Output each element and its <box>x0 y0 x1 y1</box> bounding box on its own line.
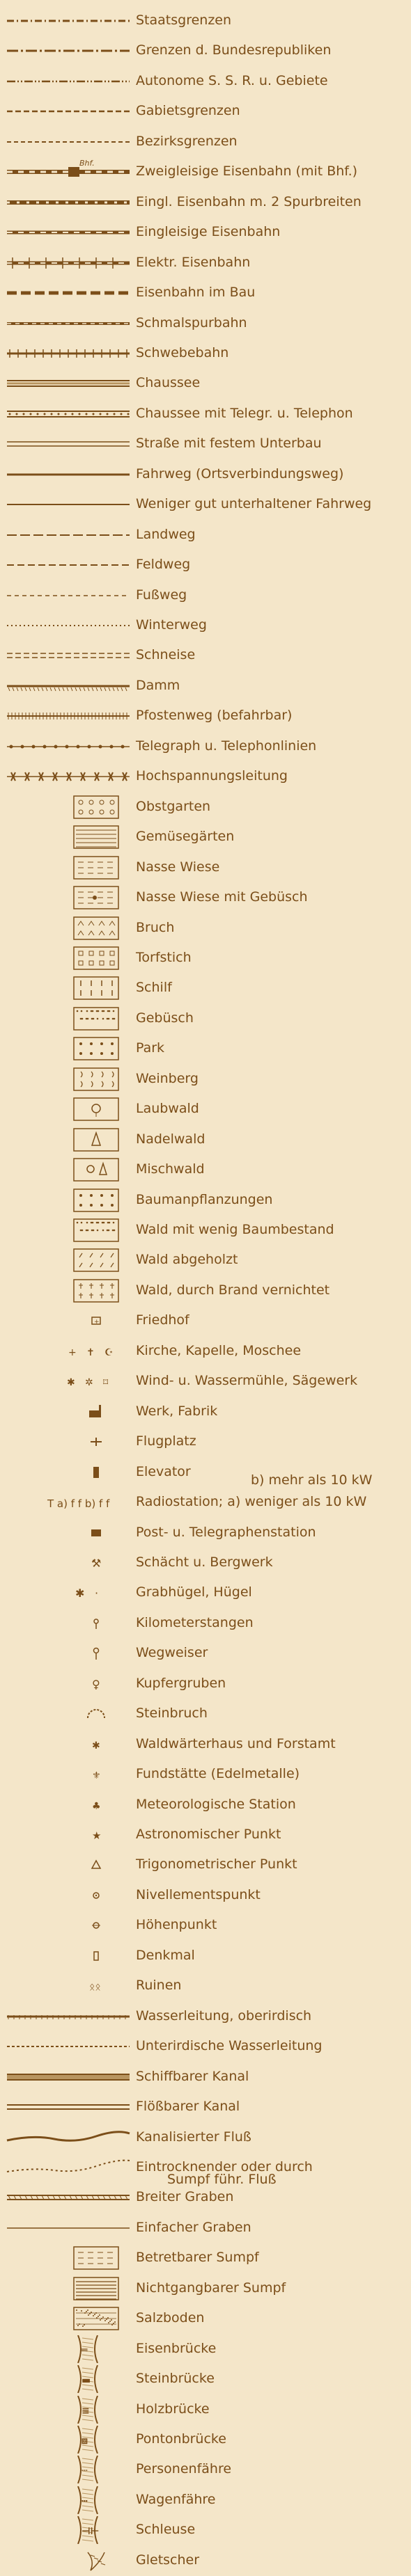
legend-symbol-dashed <box>6 97 131 125</box>
legend-symbol-b7 <box>6 2516 131 2544</box>
legend-row <box>0 187 411 218</box>
legend-symbol-wetbush <box>6 884 131 912</box>
legend-row <box>0 792 411 822</box>
legend-label: Schilf <box>136 980 172 996</box>
legend-row <box>0 1548 411 1578</box>
legend-label: Friedhof <box>136 1312 189 1328</box>
legend-label: Flugplatz <box>136 1433 196 1449</box>
legend-row <box>0 2515 411 2545</box>
legend-row <box>0 1850 411 1880</box>
legend-symbol-doubletel <box>6 400 131 428</box>
legend-row <box>0 1003 411 1034</box>
legend-symbol-orchard <box>6 793 131 821</box>
legend-row <box>0 1820 411 1850</box>
legend-label-extra: b) mehr als 10 kW <box>251 1472 373 1488</box>
legend-label: Zweigleisige Eisenbahn (mit Bhf.) <box>136 164 358 180</box>
legend-label: Gabietsgrenzen <box>136 103 240 119</box>
legend-label: Laubwald <box>136 1101 199 1117</box>
legend-label: Chaussee mit Telegr. u. Telephon <box>136 405 353 421</box>
legend-row <box>0 2334 411 2364</box>
legend-row <box>0 2364 411 2394</box>
svg-text:⧈: ⧈ <box>82 2435 88 2447</box>
svg-text:✲: ✲ <box>85 1377 93 1389</box>
legend-row <box>0 2243 411 2273</box>
legend-label: Post- u. Telegraphenstation <box>136 1524 316 1540</box>
legend-symbol-vegetable <box>6 823 131 851</box>
legend-symbol-dotted <box>6 612 131 639</box>
legend-label: Fahrweg (Ortsverbindungsweg) <box>136 466 344 482</box>
legend-label: Schleuse <box>136 2522 196 2538</box>
legend-row <box>0 1699 411 1729</box>
legend-row <box>0 580 411 611</box>
legend-row <box>0 2092 411 2122</box>
legend-row <box>0 2454 411 2485</box>
legend-symbol-deciduous <box>6 1095 131 1123</box>
legend-symbol-meddash <box>6 551 131 579</box>
legend-symbol-longdash <box>6 521 131 549</box>
legend-label: Pfostenweg (befahrbar) <box>136 708 293 724</box>
legend-symbol-telegraph <box>6 733 131 761</box>
legend-row <box>0 2152 411 2187</box>
legend-label: Mischwald <box>136 1161 205 1177</box>
legend-row <box>0 1064 411 1095</box>
legend-symbol-cemetery <box>6 1307 131 1335</box>
legend-row <box>0 1154 411 1185</box>
legend-symbol-signpost <box>6 1639 131 1667</box>
legend-row <box>0 2545 411 2576</box>
legend-symbol-highvoltage <box>6 763 131 790</box>
legend-row <box>0 610 411 641</box>
legend-label: Wegweiser <box>136 1645 208 1661</box>
legend-row <box>0 1941 411 1971</box>
legend-row <box>0 459 411 490</box>
legend-symbol-rail <box>6 218 131 246</box>
svg-text:⚒: ⚒ <box>91 1556 102 1570</box>
legend-row <box>0 6 411 36</box>
legend-row <box>0 1880 411 1911</box>
legend-row <box>0 1336 411 1367</box>
legend-symbol-swamp <box>6 2244 131 2272</box>
legend-label: Staatsgrenzen <box>136 13 232 28</box>
svg-text:+: + <box>94 1319 100 1326</box>
legend-symbol-b2 <box>6 2365 131 2393</box>
legend-symbol-sparse <box>6 1216 131 1244</box>
legend-row <box>0 852 411 883</box>
legend-row <box>0 157 411 187</box>
legend-label: Bruch <box>136 919 175 935</box>
legend-row <box>0 1638 411 1669</box>
legend-row <box>0 399 411 429</box>
legend-label: Damm <box>136 677 180 693</box>
legend-row <box>0 671 411 701</box>
legend-row <box>0 701 411 731</box>
legend-row <box>0 368 411 399</box>
svg-text:▬: ▬ <box>82 2375 91 2387</box>
legend-row <box>0 1305 411 1336</box>
legend-symbol-solidthick <box>6 461 131 488</box>
legend-symbol-bog <box>6 914 131 942</box>
legend-row <box>0 761 411 792</box>
legend-symbol-suspended <box>6 340 131 367</box>
legend-symbol-elevator <box>6 1458 131 1486</box>
legend-row <box>0 248 411 278</box>
svg-text:┄: ┄ <box>82 2465 88 2477</box>
legend-label: Personenfähre <box>136 2461 232 2477</box>
legend-label: Schneise <box>136 647 196 663</box>
legend-symbol-b3 <box>6 2396 131 2424</box>
legend-symbol-post <box>6 1519 131 1547</box>
svg-text:T a) f f b) f f: T a) f f b) f f <box>47 1497 110 1511</box>
legend-symbol-posts <box>6 702 131 730</box>
legend-label: Fundstätte (Edelmetalle) <box>136 1766 300 1782</box>
legend-symbol-park <box>6 1035 131 1063</box>
legend-label: Landweg <box>136 526 196 542</box>
legend-row <box>0 1457 411 1488</box>
legend-symbol-meteo <box>6 1791 131 1819</box>
legend-label: Nichtgangbarer Sumpf <box>136 2280 286 2296</box>
legend-row <box>0 2031 411 2062</box>
legend-label: Nadelwald <box>136 1131 206 1147</box>
legend-label: Elektr. Eisenbahn <box>136 254 251 270</box>
legend-label: Pontonbrücke <box>136 2431 226 2447</box>
legend-label: Nivellementspunkt <box>136 1886 261 1902</box>
legend-symbol-ruins <box>6 1972 131 2000</box>
legend-symbol-narrow <box>6 310 131 337</box>
legend-label: Baumanpflanzungen <box>136 1191 273 1207</box>
legend-symbol-b5 <box>6 2456 131 2483</box>
legend-symbol-b4 <box>6 2426 131 2454</box>
legend-row <box>0 127 411 157</box>
legend-row <box>0 1759 411 1790</box>
svg-text:═: ═ <box>82 2344 88 2356</box>
legend-row <box>0 66 411 97</box>
legend-symbol-cut <box>6 1246 131 1274</box>
legend-label: Winterweg <box>136 617 207 633</box>
legend-label: Bezirksgrenzen <box>136 133 238 149</box>
legend-row <box>0 429 411 459</box>
legend-row <box>0 973 411 1003</box>
legend-row <box>0 1518 411 1548</box>
legend-row <box>0 1245 411 1275</box>
svg-text:✱: ✱ <box>67 1377 75 1389</box>
legend-row <box>0 308 411 339</box>
legend-label: Kanalisierter Fluß <box>136 2129 251 2145</box>
legend-label: Kupfergruben <box>136 1675 226 1691</box>
legend-label: Radiostation; a) weniger als 10 kW <box>136 1494 367 1510</box>
legend-label: Wasserleitung, oberirdisch <box>136 2007 312 2024</box>
legend-label: Kilometerstangen <box>136 1614 254 1630</box>
legend-label: Hochspannungsleitung <box>136 768 288 784</box>
legend-row <box>0 1669 411 1699</box>
legend-row <box>0 1426 411 1457</box>
legend-symbol-dryriver <box>6 2154 131 2181</box>
legend-label: Grenzen d. Bundesrepubliken <box>136 42 332 58</box>
legend-label: Waldwärterhaus und Forstamt <box>136 1735 336 1751</box>
svg-text:≡: ≡ <box>82 2405 90 2417</box>
legend-row <box>0 2303 411 2334</box>
svg-text:✱: ✱ <box>92 1740 100 1751</box>
legend-row <box>0 550 411 580</box>
legend-row <box>0 1487 411 1518</box>
legend-symbol-airfield <box>6 1428 131 1456</box>
legend-row <box>0 943 411 973</box>
legend-symbol-river <box>6 2124 131 2152</box>
legend-symbol-astro <box>6 1821 131 1849</box>
legend-label: Höhenpunkt <box>136 1917 217 1933</box>
legend-label: Gletscher <box>136 2552 200 2568</box>
legend-symbol-peat <box>6 944 131 972</box>
legend-row <box>0 2213 411 2243</box>
legend-symbol-salt <box>6 2305 131 2332</box>
legend-row <box>0 1577 411 1608</box>
legend-label: Einfacher Graben <box>136 2219 251 2235</box>
legend-label: Betretbarer Sumpf <box>136 2250 259 2266</box>
svg-text:★: ★ <box>92 1829 102 1842</box>
legend-symbol-doubledash <box>6 642 131 669</box>
legend-symbol-doublethin <box>6 430 131 458</box>
legend-label: Salzboden <box>136 2310 205 2326</box>
legend-symbol-wetmeadow <box>6 854 131 882</box>
legend-label: Schwebebahn <box>136 344 229 360</box>
legend-row <box>0 1397 411 1427</box>
legend-row <box>0 1275 411 1306</box>
legend-symbol-mine <box>6 1549 131 1577</box>
legend-label: Obstgarten <box>136 798 211 814</box>
legend-symbol-copper <box>6 1670 131 1698</box>
legend-symbol-widetrench <box>6 2184 131 2211</box>
legend-label: Wald, durch Brand vernichtet <box>136 1282 330 1298</box>
legend-label: Trigonometrischer Punkt <box>136 1857 297 1873</box>
legend-label: Torfstich <box>136 949 192 965</box>
legend-row <box>0 2424 411 2455</box>
legend-symbol-canal <box>6 2063 131 2091</box>
legend-label: Nasse Wiese mit Gebüsch <box>136 889 308 905</box>
svg-text:·: · <box>95 1587 99 1600</box>
legend-label: Eingl. Eisenbahn m. 2 Spurbreiten <box>136 193 362 209</box>
legend-symbol-finedashed <box>6 128 131 156</box>
legend-label: Gebüsch <box>136 1010 194 1026</box>
legend-label: Denkmal <box>136 1947 195 1963</box>
svg-text:⌑: ⌑ <box>103 1377 109 1389</box>
legend-label: Kirche, Kapelle, Moschee <box>136 1342 302 1358</box>
legend-symbol-dashdotdot <box>6 67 131 95</box>
legend-row <box>0 338 411 369</box>
legend-label: Schächt u. Bergwerk <box>136 1554 273 1570</box>
legend-label-extra: Sumpf führ. Fluß <box>167 2171 277 2187</box>
legend-label: Straße mit festem Unterbau <box>136 436 322 452</box>
legend-row <box>0 882 411 913</box>
legend-row <box>0 520 411 550</box>
legend-label: Wald abgeholzt <box>136 1252 238 1268</box>
legend-label: Flößbarer Kanal <box>136 2099 240 2115</box>
legend-symbol-trench <box>6 2214 131 2242</box>
legend-symbol-radio <box>6 1488 131 1516</box>
legend-label: Wald mit wenig Baumbestand <box>136 1222 334 1237</box>
legend-label: Unterirdische Wasserleitung <box>136 2038 323 2054</box>
legend-symbol-swamp2 <box>6 2275 131 2303</box>
legend-symbol-kmpost <box>6 1609 131 1637</box>
legend-symbol-plantation <box>6 1186 131 1214</box>
legend-label: Nasse Wiese <box>136 859 220 875</box>
legend-row <box>0 2394 411 2425</box>
legend-symbol-dam <box>6 672 131 700</box>
legend-symbol-vineyard <box>6 1065 131 1093</box>
legend-row <box>0 2001 411 2032</box>
legend-label: Weinberg <box>136 1070 199 1086</box>
legend-row <box>0 96 411 127</box>
legend-row <box>0 217 411 248</box>
legend-label: Schiffbarer Kanal <box>136 2068 249 2084</box>
legend-symbol-factory <box>6 1398 131 1426</box>
legend-symbol-trig <box>6 1851 131 1879</box>
legend-label: Holzbrücke <box>136 2401 210 2417</box>
legend-symbol-church <box>6 1337 131 1365</box>
legend-label: Weniger gut unterhaltener Fahrweg <box>136 496 372 512</box>
legend-row <box>0 731 411 762</box>
legend-symbol-dashdot <box>6 7 131 35</box>
legend-row <box>0 1366 411 1397</box>
legend-label: Eisenbahn im Bau <box>136 285 256 301</box>
legend-label: Autonome S. S. R. u. Gebiete <box>136 72 328 88</box>
svg-text:✱: ✱ <box>75 1587 85 1600</box>
legend-row <box>0 2062 411 2092</box>
legend-row <box>0 1790 411 1820</box>
legend-row <box>0 2485 411 2515</box>
legend-label: Wagenfähre <box>136 2491 216 2507</box>
legend-symbol-monument <box>6 1942 131 1970</box>
svg-text:┅: ┅ <box>82 2495 88 2507</box>
legend-symbol-railbuild <box>6 279 131 307</box>
legend-row <box>0 1910 411 1941</box>
legend-symbol-rail2 <box>6 158 131 186</box>
legend-symbol-reed <box>6 974 131 1002</box>
legend-label: Eisenbrücke <box>136 2340 217 2356</box>
legend-symbol-glacier <box>6 2547 131 2575</box>
legend-symbol-findsite <box>6 1760 131 1788</box>
legend-label: Elevator <box>136 1463 191 1479</box>
legend-row <box>0 1033 411 1064</box>
legend-symbol-quarry <box>6 1700 131 1728</box>
legend-label: Steinbruch <box>136 1706 208 1722</box>
legend-label: Werk, Fabrik <box>136 1403 218 1419</box>
legend-symbol-bush <box>6 1005 131 1033</box>
svg-text:♣: ♣ <box>92 1800 101 1812</box>
legend-symbol-shortdash <box>6 582 131 610</box>
legend-row <box>0 640 411 671</box>
legend-symbol-rail2b <box>6 189 131 216</box>
legend-label: Wind- u. Wassermühle, Sägewerk <box>136 1373 358 1389</box>
legend-label: Telegraph u. Telephonlinien <box>136 738 317 754</box>
legend-symbol-double <box>6 369 131 397</box>
legend-symbol-mixed <box>6 1156 131 1184</box>
svg-text:Bhf.: Bhf. <box>79 159 95 168</box>
legend-row <box>0 2122 411 2153</box>
legend-label: Ruinen <box>136 1978 182 1994</box>
legend-row <box>0 1185 411 1216</box>
legend-row <box>0 2273 411 2304</box>
legend-symbol-tumulus <box>6 1579 131 1607</box>
legend-symbol-longdashdot <box>6 37 131 65</box>
legend-symbol-burnt <box>6 1277 131 1305</box>
legend-symbol-conifer <box>6 1126 131 1154</box>
legend-row <box>0 1215 411 1246</box>
legend-label: Park <box>136 1040 165 1056</box>
svg-text:⚜: ⚜ <box>92 1770 101 1782</box>
svg-text:ᛟᛟ: ᛟᛟ <box>89 1982 101 1994</box>
svg-text:+: + <box>68 1346 77 1358</box>
legend-row <box>0 489 411 520</box>
legend-label: Schmalspurbahn <box>136 315 247 331</box>
legend-row <box>0 278 411 308</box>
legend-symbol-level <box>6 1882 131 1909</box>
legend-label: Fußweg <box>136 587 187 603</box>
svg-text:♀: ♀ <box>92 1677 100 1691</box>
legend-symbol-b6 <box>6 2486 131 2514</box>
legend-row <box>0 2182 411 2213</box>
legend-row <box>0 913 411 944</box>
legend-label: Astronomischer Punkt <box>136 1827 281 1842</box>
legend-label: Grabhügel, Hügel <box>136 1584 252 1600</box>
legend-row <box>0 1971 411 2001</box>
legend-label: Steinbrücke <box>136 2371 215 2387</box>
legend-label: Breiter Graben <box>136 2189 234 2205</box>
legend-symbol-underwater <box>6 2033 131 2060</box>
legend-label: Eingleisige Eisenbahn <box>136 224 281 240</box>
legend-symbol-forester <box>6 1731 131 1758</box>
legend-symbol-canal2 <box>6 2093 131 2121</box>
legend-row <box>0 1094 411 1124</box>
legend-label: Feldweg <box>136 557 191 573</box>
legend-label: Chaussee <box>136 375 201 391</box>
legend-symbol-b1 <box>6 2335 131 2363</box>
legend-symbol-solid <box>6 491 131 518</box>
legend-row <box>0 35 411 66</box>
svg-text:☪: ☪ <box>104 1346 114 1358</box>
legend-row <box>0 822 411 852</box>
legend-row <box>0 1124 411 1155</box>
legend-symbol-height <box>6 1911 131 1939</box>
legend-label: Eintrocknender oder durch <box>136 2158 313 2175</box>
legend-symbol-mill <box>6 1367 131 1395</box>
svg-text:⊣⊢: ⊣⊢ <box>82 2526 100 2538</box>
legend-row <box>0 1729 411 1760</box>
svg-text:✝: ✝ <box>86 1346 95 1358</box>
legend-label: Gemüsegärten <box>136 829 235 845</box>
legend-label: Meteorologische Station <box>136 1796 296 1812</box>
legend-symbol-railelectric <box>6 249 131 277</box>
legend-row <box>0 1608 411 1639</box>
legend-symbol-aqueduct <box>6 2003 131 2030</box>
